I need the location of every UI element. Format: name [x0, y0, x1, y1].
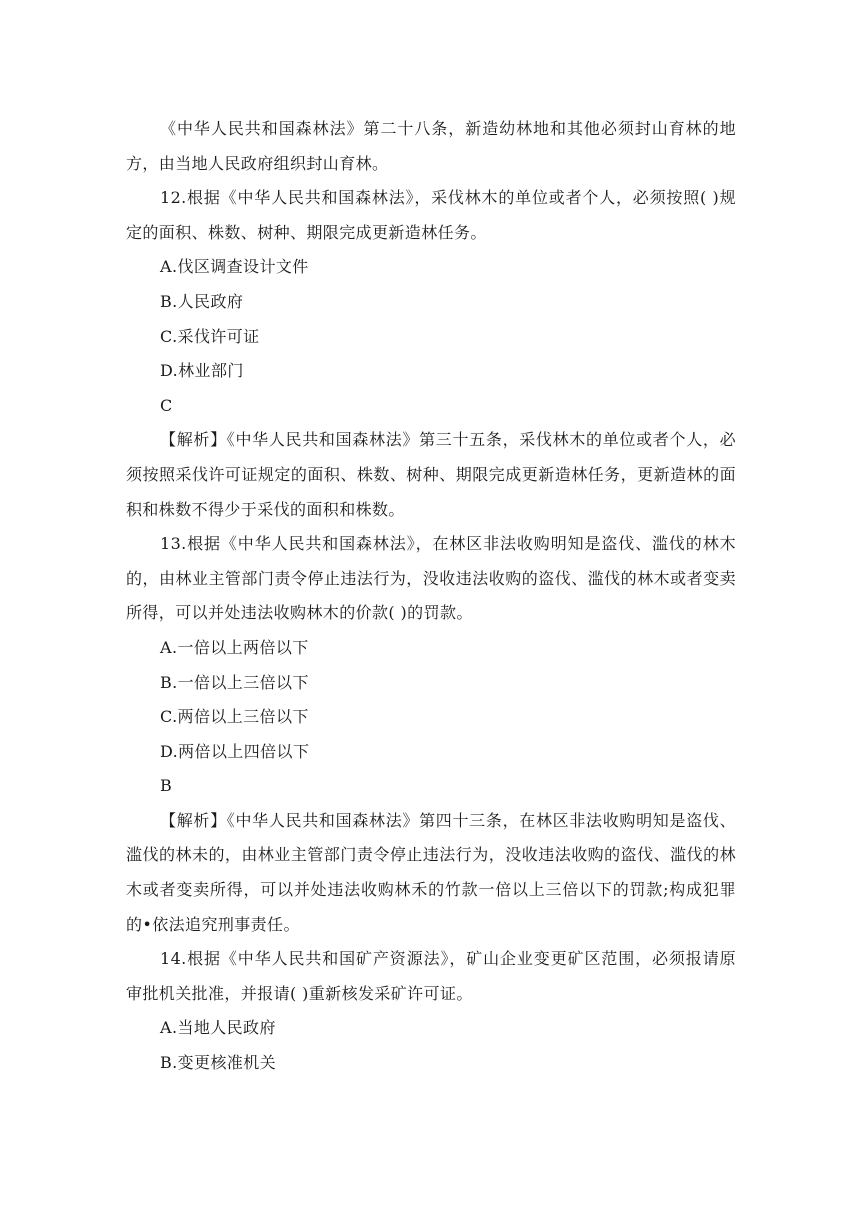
document-body: [126, 112, 736, 1081]
question-12-option-b: B.人民政府: [160, 291, 244, 311]
question-14: 14.根据《中华人民共和国矿产资源法》，矿山企业变更矿区范围，必须报请原审批机关批准，并报请( )重新核发采矿许可证。: [126, 949, 736, 1003]
question-13-option-a: A.一倍以上两倍以下: [160, 637, 309, 657]
question-12-option-d: D.林业部门: [160, 361, 244, 381]
question-12-answer: C: [160, 395, 173, 415]
question-13-option-b: B.一倍以上三倍以下: [160, 672, 309, 692]
question-13-option-d: D.两倍以上四倍以下: [160, 741, 310, 761]
question-13-answer: B: [160, 776, 172, 796]
question-12-option-c: C.采伐许可证: [160, 326, 260, 346]
question-12: 12.根据《中华人民共和国森林法》，采伐林木的单位或者个人，必须按照( )规定的面积、株数、树种、期限完成更新造林任务。: [126, 188, 736, 242]
question-14-option-a: A.当地人民政府: [160, 1018, 276, 1038]
question-12-explanation: 【解析】《中华人民共和国森林法》第三十五条，采伐林木的单位或者个人，必须按照采伐许可证规定的面积、株数、树种、期限完成更新造林任务，更新造林的面积和株数不得少于采伐的面积和株数。: [126, 430, 736, 519]
question-12-option-a: A.伐区调查设计文件: [160, 257, 309, 277]
paragraph-forest-law-article-28: 《中华人民共和国森林法》第二十八条，新造幼林地和其他必须封山育林的地方，由当地人民政府组织封山育林。: [126, 119, 736, 173]
question-14-option-b: B.变更核准机关: [160, 1053, 277, 1073]
question-13-explanation: 【解析】《中华人民共和国森林法》第四十三条，在林区非法收购明知是盗伐、滥伐的林未的，由林业主管部门责令停止违法行为，没收违法收购的盗伐、滥伐的林木或者变卖所得，可以并处违法收购林禾的竹款一倍以上三倍以下的罚款;构成犯罪的•依法追究刑事责任。: [126, 810, 736, 934]
question-13-option-c: C.两倍以上三倍以下: [160, 707, 309, 727]
question-13: 13.根据《中华人民共和国森林法》，在林区非法收购明知是盗伐、滥伐的林木的，由林业主管部门责令停止违法行为，没收违法收购的盗伐、滥伐的林木或者变卖所得，可以并处违法收购林木的价款( )的罚款。: [126, 534, 736, 623]
